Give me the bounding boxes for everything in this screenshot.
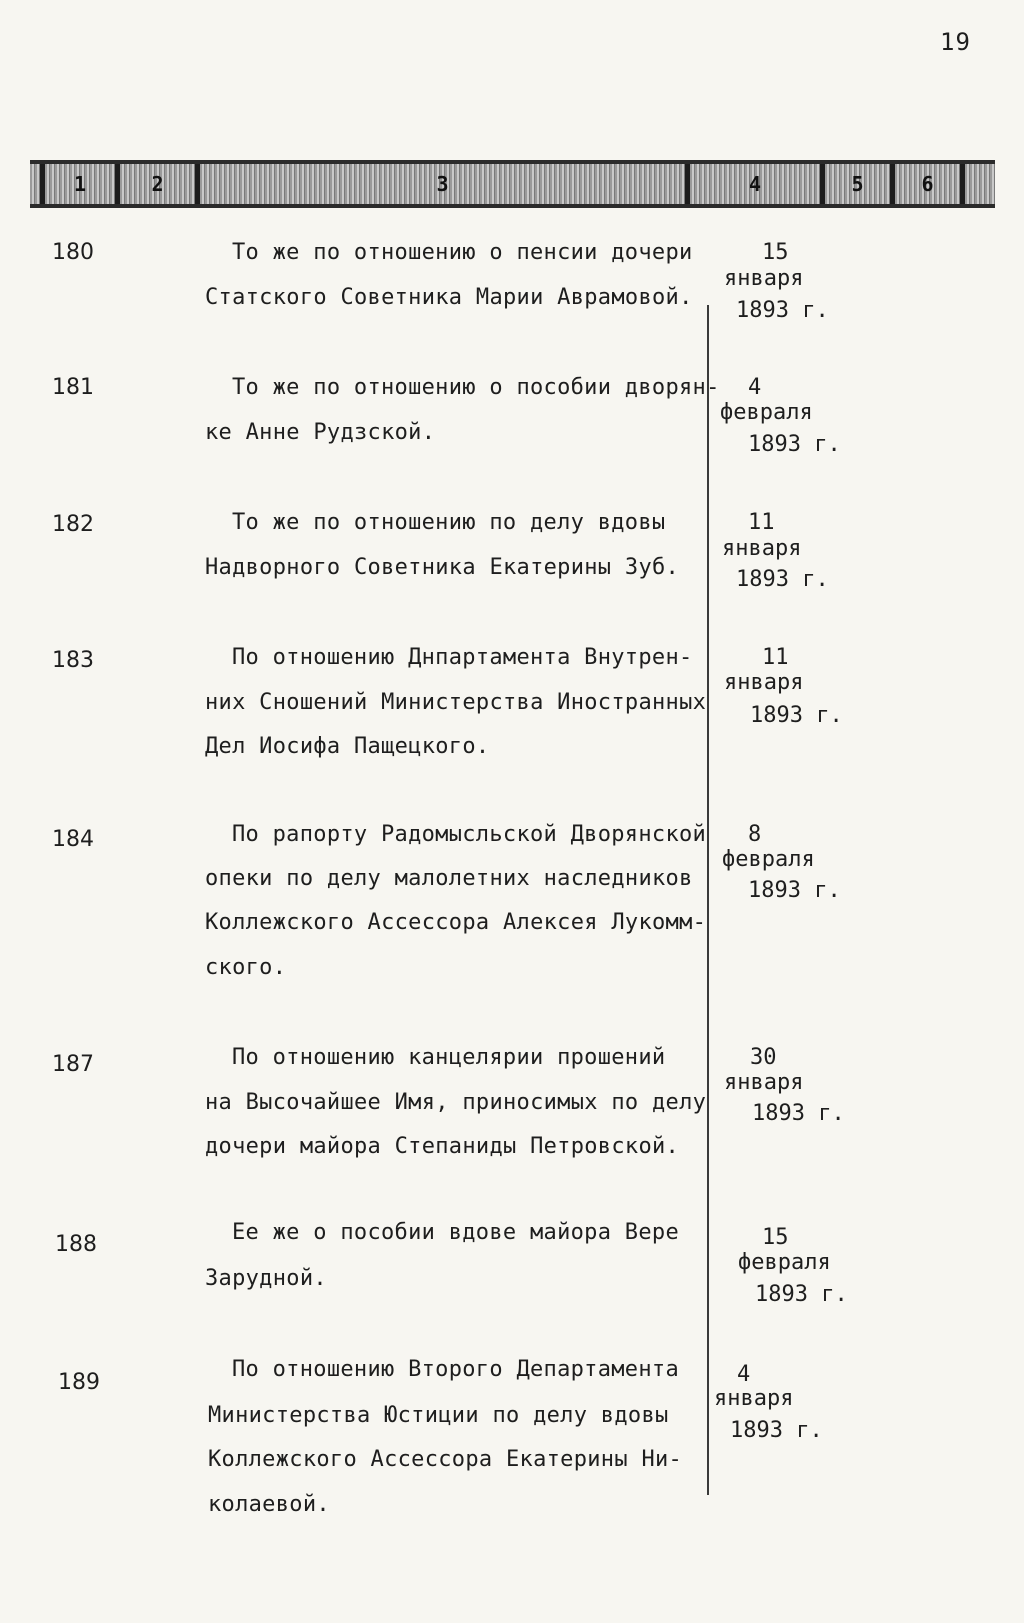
- entry-date-month: февраля: [722, 847, 815, 872]
- entry-date-month: января: [722, 536, 802, 561]
- entry-date-day: 30: [750, 1045, 777, 1070]
- column-header-3: 3: [195, 164, 685, 204]
- entry-text-line: дочери майора Степаниды Петровской.: [205, 1134, 680, 1159]
- column-divider: [707, 305, 709, 1495]
- entry-date-year: 1893 г.: [750, 703, 843, 728]
- column-header-5: 5: [820, 164, 890, 204]
- entry-date-month: января: [714, 1386, 794, 1411]
- entry-date-month: февраля: [720, 400, 813, 425]
- entry-date-day: 8: [748, 822, 762, 847]
- entry-number: 181: [52, 375, 94, 400]
- entry-text-line: Коллежского Ассессора Екатерины Ни-: [208, 1447, 683, 1472]
- entry-number: 188: [55, 1232, 97, 1257]
- entry-date-year: 1893 г.: [736, 567, 829, 592]
- entry-text-line: Надворного Советника Екатерины Зуб.: [205, 555, 680, 580]
- entry-date-day: 15: [762, 240, 789, 265]
- entry-text-line: То же по отношению о пособии дворян-: [232, 375, 720, 400]
- entry-text-line: По отношению Днпартамента Внутрен-: [232, 645, 693, 670]
- column-header-2: 2: [115, 164, 195, 204]
- entry-number: 182: [52, 512, 94, 537]
- entry-text-line: ского.: [205, 955, 287, 980]
- entry-text-line: Зарудной.: [205, 1266, 327, 1291]
- entry-text-line: То же по отношению о пенсии дочери: [232, 240, 693, 265]
- entry-date-month: января: [724, 266, 804, 291]
- entry-number: 189: [58, 1370, 100, 1395]
- entry-text-line: По отношению канцелярии прошений: [232, 1045, 666, 1070]
- entry-text-line: Министерства Юстиции по делу вдовы: [208, 1403, 669, 1428]
- entry-text-line: То же по отношению по делу вдовы: [232, 510, 666, 535]
- page-number: 19: [940, 28, 971, 56]
- entry-date-year: 1893 г.: [755, 1282, 848, 1307]
- entry-date-year: 1893 г.: [748, 432, 841, 457]
- entry-number: 183: [52, 648, 94, 673]
- entry-text-line: Коллежского Ассессора Алексея Лукомм-: [205, 910, 707, 935]
- entry-date-day: 4: [737, 1362, 751, 1387]
- entry-text-line: Ее же о пособии вдове майора Вере: [232, 1220, 679, 1245]
- entry-number: 184: [52, 827, 94, 852]
- entry-date-day: 11: [748, 510, 775, 535]
- entry-text-line: них Сношений Министерства Иностранных: [205, 690, 707, 715]
- entry-text-line: Статского Советника Марии Аврамовой.: [205, 285, 693, 310]
- entry-date-year: 1893 г.: [748, 878, 841, 903]
- entry-number: 187: [52, 1052, 94, 1077]
- entry-text-line: колаевой.: [208, 1492, 330, 1517]
- column-header-6: 6: [890, 164, 965, 204]
- entry-date-month: февраля: [738, 1250, 831, 1275]
- entry-text-line: на Высочайшее Имя, приносимых по делу: [205, 1090, 707, 1115]
- entry-date-year: 1893 г.: [736, 298, 829, 323]
- entry-text-line: ке Анне Рудзской.: [205, 420, 436, 445]
- entry-date-day: 4: [748, 375, 762, 400]
- entry-date-month: января: [724, 1070, 804, 1095]
- entry-text-line: По рапорту Радомысльской Дворянской: [232, 822, 707, 847]
- column-header-4: 4: [685, 164, 820, 204]
- entry-date-day: 11: [762, 645, 789, 670]
- column-header-band: [30, 160, 995, 208]
- entry-date-day: 15: [762, 1225, 789, 1250]
- column-header-1: 1: [40, 164, 115, 204]
- entry-number: 180: [52, 240, 94, 265]
- entry-text-line: Дел Иосифа Пащецкого.: [205, 734, 490, 759]
- entry-text-line: опеки по делу малолетних наследников: [205, 866, 693, 891]
- entry-text-line: По отношению Второго Департамента: [232, 1357, 679, 1382]
- entry-date-month: января: [724, 670, 804, 695]
- entry-date-year: 1893 г.: [730, 1418, 823, 1443]
- entry-date-year: 1893 г.: [752, 1101, 845, 1126]
